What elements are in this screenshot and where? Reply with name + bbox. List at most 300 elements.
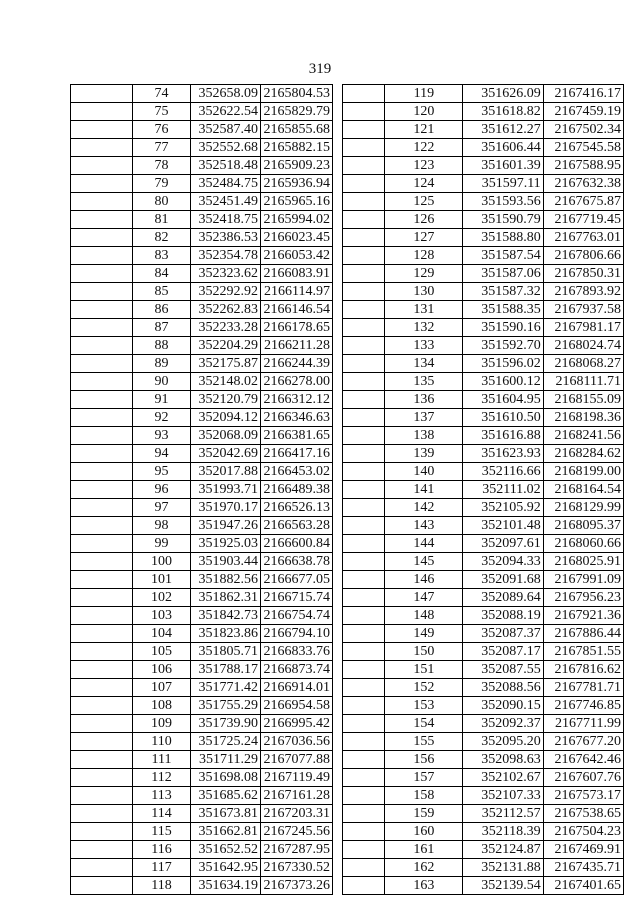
blank-cell [343, 445, 385, 463]
x-coordinate-cell: 351711.29 [191, 751, 261, 769]
blank-cell [343, 679, 385, 697]
point-number-cell: 135 [385, 373, 463, 391]
table-row [343, 283, 624, 301]
point-number-cell: 83 [133, 247, 191, 265]
blank-cell [71, 535, 133, 553]
blank-cell [71, 283, 133, 301]
blank-cell [71, 355, 133, 373]
x-coordinate-cell: 352131.88 [463, 859, 543, 877]
table-row [71, 769, 333, 787]
point-number-cell: 76 [133, 121, 191, 139]
x-coordinate-cell: 351618.82 [463, 103, 543, 121]
x-coordinate-cell: 352102.67 [463, 769, 543, 787]
table-row [343, 229, 624, 247]
blank-cell [71, 607, 133, 625]
table-row [71, 589, 333, 607]
point-number-cell: 106 [133, 661, 191, 679]
table-row [343, 553, 624, 571]
table-row [71, 499, 333, 517]
x-coordinate-cell: 351771.42 [191, 679, 261, 697]
point-number-cell: 141 [385, 481, 463, 499]
x-coordinate-cell: 352089.64 [463, 589, 543, 607]
x-coordinate-cell: 352120.79 [191, 391, 261, 409]
point-number-cell: 129 [385, 265, 463, 283]
point-number-cell: 88 [133, 337, 191, 355]
y-coordinate-cell: 2166677.05 [261, 571, 333, 589]
x-coordinate-cell: 351601.39 [463, 157, 543, 175]
y-coordinate-cell: 2166954.58 [261, 697, 333, 715]
point-number-cell: 142 [385, 499, 463, 517]
blank-cell [71, 121, 133, 139]
y-coordinate-cell: 2166083.91 [261, 265, 333, 283]
point-number-cell: 128 [385, 247, 463, 265]
table-row [71, 877, 333, 895]
y-coordinate-cell: 2168241.56 [543, 427, 623, 445]
point-number-cell: 92 [133, 409, 191, 427]
table-row [343, 607, 624, 625]
point-number-cell: 78 [133, 157, 191, 175]
table-row [343, 121, 624, 139]
x-coordinate-cell: 351616.88 [463, 427, 543, 445]
point-number-cell: 101 [133, 571, 191, 589]
table-row [71, 607, 333, 625]
y-coordinate-cell: 2166563.28 [261, 517, 333, 535]
point-number-cell: 154 [385, 715, 463, 733]
blank-cell [71, 733, 133, 751]
table-row [343, 625, 624, 643]
y-coordinate-cell: 2166114.97 [261, 283, 333, 301]
x-coordinate-cell: 352116.66 [463, 463, 543, 481]
x-coordinate-cell: 351788.17 [191, 661, 261, 679]
table-row [343, 85, 624, 103]
table-row [71, 805, 333, 823]
y-coordinate-cell: 2167981.17 [543, 319, 623, 337]
y-coordinate-cell: 2167287.95 [261, 841, 333, 859]
blank-cell [343, 139, 385, 157]
blank-cell [343, 409, 385, 427]
x-coordinate-cell: 352098.63 [463, 751, 543, 769]
x-coordinate-cell: 351588.80 [463, 229, 543, 247]
y-coordinate-cell: 2166053.42 [261, 247, 333, 265]
x-coordinate-cell: 352354.78 [191, 247, 261, 265]
x-coordinate-cell: 351725.24 [191, 733, 261, 751]
y-coordinate-cell: 2168164.54 [543, 481, 623, 499]
blank-cell [71, 247, 133, 265]
y-coordinate-cell: 2165804.53 [261, 85, 333, 103]
y-coordinate-cell: 2166381.65 [261, 427, 333, 445]
point-number-cell: 100 [133, 553, 191, 571]
y-coordinate-cell: 2165965.16 [261, 193, 333, 211]
blank-cell [343, 625, 385, 643]
point-number-cell: 79 [133, 175, 191, 193]
blank-cell [343, 319, 385, 337]
table-row [343, 805, 624, 823]
y-coordinate-cell: 2166833.76 [261, 643, 333, 661]
table-row [343, 355, 624, 373]
blank-cell [343, 517, 385, 535]
x-coordinate-cell: 351596.02 [463, 355, 543, 373]
blank-cell [71, 481, 133, 499]
blank-cell [71, 643, 133, 661]
point-number-cell: 158 [385, 787, 463, 805]
x-coordinate-cell: 351925.03 [191, 535, 261, 553]
table-row [343, 193, 624, 211]
y-coordinate-cell: 2167203.31 [261, 805, 333, 823]
y-coordinate-cell: 2167781.71 [543, 679, 623, 697]
coordinate-table-left [70, 84, 333, 895]
blank-cell [343, 121, 385, 139]
y-coordinate-cell: 2167469.91 [543, 841, 623, 859]
blank-cell [71, 265, 133, 283]
point-number-cell: 81 [133, 211, 191, 229]
page-number: 319 [308, 61, 332, 77]
y-coordinate-cell: 2166244.39 [261, 355, 333, 373]
point-number-cell: 84 [133, 265, 191, 283]
blank-cell [71, 679, 133, 697]
y-coordinate-cell: 2167588.95 [543, 157, 623, 175]
table-row [343, 427, 624, 445]
table-row [71, 751, 333, 769]
y-coordinate-cell: 2168129.99 [543, 499, 623, 517]
x-coordinate-cell: 351805.71 [191, 643, 261, 661]
point-number-cell: 89 [133, 355, 191, 373]
point-number-cell: 85 [133, 283, 191, 301]
blank-cell [343, 175, 385, 193]
point-number-cell: 105 [133, 643, 191, 661]
x-coordinate-cell: 351588.35 [463, 301, 543, 319]
point-number-cell: 116 [133, 841, 191, 859]
point-number-cell: 147 [385, 589, 463, 607]
point-number-cell: 150 [385, 643, 463, 661]
x-coordinate-cell: 352622.54 [191, 103, 261, 121]
x-coordinate-cell: 351739.90 [191, 715, 261, 733]
blank-cell [343, 481, 385, 499]
table-row [71, 427, 333, 445]
blank-cell [71, 301, 133, 319]
x-coordinate-cell: 351612.27 [463, 121, 543, 139]
point-number-cell: 137 [385, 409, 463, 427]
x-coordinate-cell: 351662.81 [191, 823, 261, 841]
y-coordinate-cell: 2167956.23 [543, 589, 623, 607]
point-number-cell: 160 [385, 823, 463, 841]
blank-cell [71, 499, 133, 517]
coordinate-table-right [342, 84, 624, 895]
table-row [71, 391, 333, 409]
y-coordinate-cell: 2167921.36 [543, 607, 623, 625]
blank-cell [71, 877, 133, 895]
point-number-cell: 122 [385, 139, 463, 157]
table-row [71, 139, 333, 157]
x-coordinate-cell: 351698.08 [191, 769, 261, 787]
table-row [71, 571, 333, 589]
point-number-cell: 159 [385, 805, 463, 823]
table-row [343, 661, 624, 679]
table-row [343, 391, 624, 409]
table-row [343, 535, 624, 553]
table-row [71, 715, 333, 733]
point-number-cell: 152 [385, 679, 463, 697]
point-number-cell: 99 [133, 535, 191, 553]
x-coordinate-cell: 352124.87 [463, 841, 543, 859]
blank-cell [343, 769, 385, 787]
blank-cell [343, 211, 385, 229]
table-row [71, 625, 333, 643]
table-row [71, 211, 333, 229]
table-row [71, 535, 333, 553]
x-coordinate-cell: 352095.20 [463, 733, 543, 751]
table-row [71, 229, 333, 247]
point-number-cell: 130 [385, 283, 463, 301]
x-coordinate-cell: 351590.79 [463, 211, 543, 229]
blank-cell [71, 103, 133, 121]
point-number-cell: 74 [133, 85, 191, 103]
point-number-cell: 148 [385, 607, 463, 625]
y-coordinate-cell: 2168024.74 [543, 337, 623, 355]
table-row [343, 751, 624, 769]
y-coordinate-cell: 2167401.65 [543, 877, 623, 895]
point-number-cell: 91 [133, 391, 191, 409]
table-row [343, 409, 624, 427]
point-number-cell: 125 [385, 193, 463, 211]
y-coordinate-cell: 2165994.02 [261, 211, 333, 229]
y-coordinate-cell: 2166995.42 [261, 715, 333, 733]
y-coordinate-cell: 2167632.38 [543, 175, 623, 193]
point-number-cell: 82 [133, 229, 191, 247]
y-coordinate-cell: 2165909.23 [261, 157, 333, 175]
point-number-cell: 93 [133, 427, 191, 445]
x-coordinate-cell: 351590.16 [463, 319, 543, 337]
table-row [343, 877, 624, 895]
blank-cell [343, 841, 385, 859]
blank-cell [71, 463, 133, 481]
blank-cell [343, 661, 385, 679]
blank-cell [71, 157, 133, 175]
y-coordinate-cell: 2166754.74 [261, 607, 333, 625]
point-number-cell: 77 [133, 139, 191, 157]
point-number-cell: 133 [385, 337, 463, 355]
y-coordinate-cell: 2168198.36 [543, 409, 623, 427]
y-coordinate-cell: 2167435.71 [543, 859, 623, 877]
x-coordinate-cell: 352088.19 [463, 607, 543, 625]
table-row [343, 715, 624, 733]
table-row [343, 679, 624, 697]
x-coordinate-cell: 352386.53 [191, 229, 261, 247]
table-row [71, 247, 333, 265]
coordinate-table-right-body [343, 85, 624, 895]
point-number-cell: 87 [133, 319, 191, 337]
y-coordinate-cell: 2167161.28 [261, 787, 333, 805]
y-coordinate-cell: 2166914.01 [261, 679, 333, 697]
y-coordinate-cell: 2167816.62 [543, 661, 623, 679]
y-coordinate-cell: 2165936.94 [261, 175, 333, 193]
x-coordinate-cell: 351947.26 [191, 517, 261, 535]
blank-cell [71, 427, 133, 445]
x-coordinate-cell: 352094.12 [191, 409, 261, 427]
point-number-cell: 103 [133, 607, 191, 625]
table-row [71, 355, 333, 373]
x-coordinate-cell: 352092.37 [463, 715, 543, 733]
blank-cell [71, 823, 133, 841]
y-coordinate-cell: 2168068.27 [543, 355, 623, 373]
point-number-cell: 107 [133, 679, 191, 697]
x-coordinate-cell: 352088.56 [463, 679, 543, 697]
table-row [343, 463, 624, 481]
x-coordinate-cell: 351587.54 [463, 247, 543, 265]
blank-cell [71, 409, 133, 427]
table-row [343, 499, 624, 517]
table-row [343, 571, 624, 589]
x-coordinate-cell: 351600.12 [463, 373, 543, 391]
x-coordinate-cell: 351685.62 [191, 787, 261, 805]
blank-cell [343, 715, 385, 733]
point-number-cell: 145 [385, 553, 463, 571]
blank-cell [343, 247, 385, 265]
y-coordinate-cell: 2167991.09 [543, 571, 623, 589]
table-row [343, 445, 624, 463]
table-row [343, 301, 624, 319]
blank-cell [343, 193, 385, 211]
table-row [71, 643, 333, 661]
table-row [71, 121, 333, 139]
y-coordinate-cell: 2167119.49 [261, 769, 333, 787]
point-number-cell: 156 [385, 751, 463, 769]
y-coordinate-cell: 2166146.54 [261, 301, 333, 319]
blank-cell [343, 787, 385, 805]
y-coordinate-cell: 2167373.26 [261, 877, 333, 895]
y-coordinate-cell: 2167504.23 [543, 823, 623, 841]
x-coordinate-cell: 352042.69 [191, 445, 261, 463]
x-coordinate-cell: 352087.17 [463, 643, 543, 661]
x-coordinate-cell: 351862.31 [191, 589, 261, 607]
blank-cell [71, 715, 133, 733]
x-coordinate-cell: 352148.02 [191, 373, 261, 391]
blank-cell [71, 661, 133, 679]
y-coordinate-cell: 2167036.56 [261, 733, 333, 751]
x-coordinate-cell: 351755.29 [191, 697, 261, 715]
blank-cell [343, 733, 385, 751]
x-coordinate-cell: 352111.02 [463, 481, 543, 499]
point-number-cell: 94 [133, 445, 191, 463]
x-coordinate-cell: 352587.40 [191, 121, 261, 139]
blank-cell [71, 841, 133, 859]
blank-cell [343, 823, 385, 841]
x-coordinate-cell: 352323.62 [191, 265, 261, 283]
y-coordinate-cell: 2167642.46 [543, 751, 623, 769]
x-coordinate-cell: 352105.92 [463, 499, 543, 517]
x-coordinate-cell: 351882.56 [191, 571, 261, 589]
y-coordinate-cell: 2167893.92 [543, 283, 623, 301]
x-coordinate-cell: 352101.48 [463, 517, 543, 535]
coordinate-table-left-body [71, 85, 333, 895]
table-row [343, 139, 624, 157]
table-row [71, 337, 333, 355]
blank-cell [343, 427, 385, 445]
x-coordinate-cell: 352091.68 [463, 571, 543, 589]
point-number-cell: 146 [385, 571, 463, 589]
y-coordinate-cell: 2168284.62 [543, 445, 623, 463]
y-coordinate-cell: 2166278.00 [261, 373, 333, 391]
point-number-cell: 97 [133, 499, 191, 517]
blank-cell [71, 373, 133, 391]
x-coordinate-cell: 351597.11 [463, 175, 543, 193]
table-row [343, 841, 624, 859]
table-row [71, 175, 333, 193]
point-number-cell: 115 [133, 823, 191, 841]
y-coordinate-cell: 2166453.02 [261, 463, 333, 481]
table-row [343, 373, 624, 391]
y-coordinate-cell: 2167937.58 [543, 301, 623, 319]
y-coordinate-cell: 2166417.16 [261, 445, 333, 463]
table-row [71, 103, 333, 121]
point-number-cell: 80 [133, 193, 191, 211]
blank-cell [71, 625, 133, 643]
x-coordinate-cell: 351903.44 [191, 553, 261, 571]
y-coordinate-cell: 2167850.31 [543, 265, 623, 283]
point-number-cell: 75 [133, 103, 191, 121]
x-coordinate-cell: 351606.44 [463, 139, 543, 157]
y-coordinate-cell: 2166211.28 [261, 337, 333, 355]
blank-cell [343, 337, 385, 355]
blank-cell [71, 229, 133, 247]
point-number-cell: 108 [133, 697, 191, 715]
y-coordinate-cell: 2165882.15 [261, 139, 333, 157]
y-coordinate-cell: 2167545.58 [543, 139, 623, 157]
x-coordinate-cell: 352017.88 [191, 463, 261, 481]
table-row [71, 517, 333, 535]
point-number-cell: 131 [385, 301, 463, 319]
y-coordinate-cell: 2166873.74 [261, 661, 333, 679]
table-row [71, 661, 333, 679]
table-row [71, 733, 333, 751]
y-coordinate-cell: 2166715.74 [261, 589, 333, 607]
point-number-cell: 138 [385, 427, 463, 445]
blank-cell [343, 535, 385, 553]
table-row [71, 301, 333, 319]
y-coordinate-cell: 2167459.19 [543, 103, 623, 121]
y-coordinate-cell: 2166638.78 [261, 553, 333, 571]
y-coordinate-cell: 2168199.00 [543, 463, 623, 481]
y-coordinate-cell: 2167746.85 [543, 697, 623, 715]
point-number-cell: 120 [385, 103, 463, 121]
table-row [343, 247, 624, 265]
point-number-cell: 110 [133, 733, 191, 751]
point-number-cell: 140 [385, 463, 463, 481]
y-coordinate-cell: 2167245.56 [261, 823, 333, 841]
y-coordinate-cell: 2166489.38 [261, 481, 333, 499]
point-number-cell: 123 [385, 157, 463, 175]
table-row [71, 373, 333, 391]
y-coordinate-cell: 2165855.68 [261, 121, 333, 139]
y-coordinate-cell: 2167675.87 [543, 193, 623, 211]
blank-cell [343, 391, 385, 409]
table-row [71, 679, 333, 697]
blank-cell [343, 571, 385, 589]
x-coordinate-cell: 352262.83 [191, 301, 261, 319]
point-number-cell: 126 [385, 211, 463, 229]
blank-cell [71, 211, 133, 229]
x-coordinate-cell: 352087.37 [463, 625, 543, 643]
table-row [343, 589, 624, 607]
table-row [343, 481, 624, 499]
x-coordinate-cell: 352518.48 [191, 157, 261, 175]
blank-cell [343, 373, 385, 391]
point-number-cell: 90 [133, 373, 191, 391]
table-row [71, 463, 333, 481]
x-coordinate-cell: 351642.95 [191, 859, 261, 877]
y-coordinate-cell: 2167806.66 [543, 247, 623, 265]
point-number-cell: 149 [385, 625, 463, 643]
y-coordinate-cell: 2167711.99 [543, 715, 623, 733]
